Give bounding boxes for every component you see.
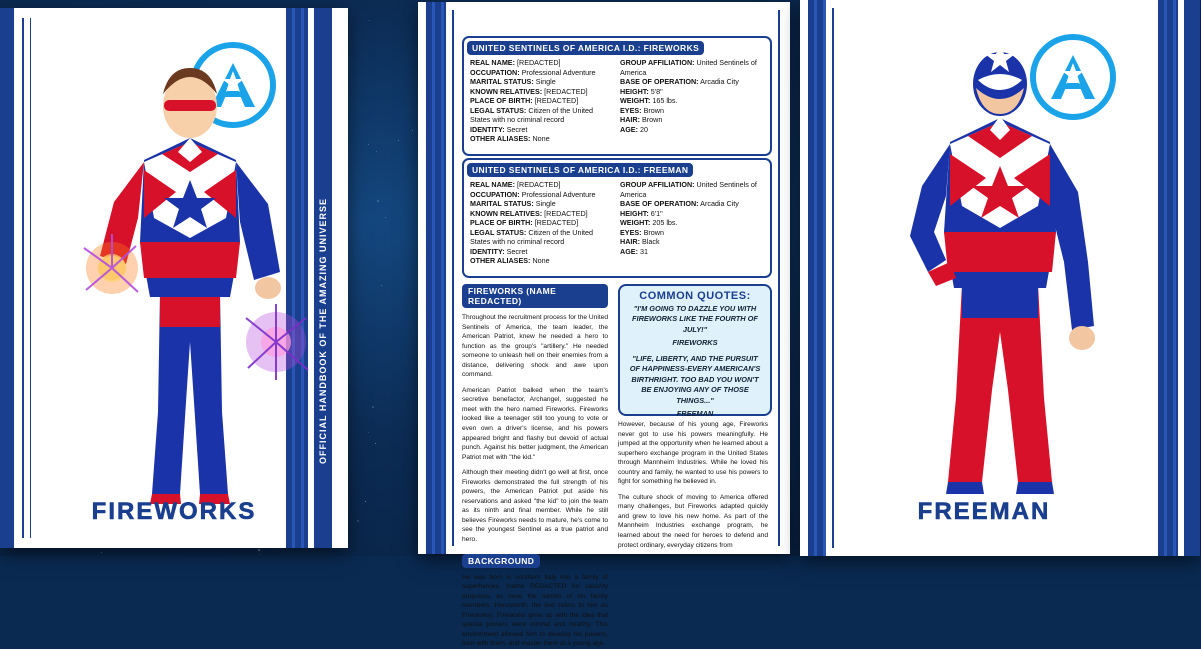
field-label: HAIR: xyxy=(620,115,640,124)
field-label: AGE: xyxy=(620,246,638,256)
quotes-heading: COMMON QUOTES: xyxy=(639,290,751,302)
left-edge-band xyxy=(0,8,14,548)
field-label: IDENTITY: xyxy=(470,124,505,134)
stat-col-right xyxy=(620,58,764,144)
field-value: [REDACTED] xyxy=(517,180,561,189)
left-character-page xyxy=(0,8,348,548)
field-label: OCCUPATION: xyxy=(470,67,520,77)
field-value: Secret xyxy=(506,246,528,256)
field-value: 31 xyxy=(639,246,648,256)
field-value: Arcadia City xyxy=(700,199,739,208)
profile-paragraph: American Patriot balked when the team's secretive benefactor, Archangel, suggested he meet with the hero named Fireworks. Fireworks looked like a teenager still too young to vote or even own a driver's license, and his powers appeared bright and flashy but devoid of actual punch. Against his better judgment, the American Patriot met with "the kid." xyxy=(462,386,608,461)
field-value: 205 lbs. xyxy=(652,218,678,227)
left-character-name: FIREWORKS xyxy=(91,498,257,525)
field-value: Brown xyxy=(643,105,664,115)
common-quotes-box xyxy=(618,284,772,416)
stat-box-freeman xyxy=(462,158,772,278)
field-value: Citizen of the United States with no criminal record xyxy=(470,105,594,124)
field-label: KNOWN RELATIVES: xyxy=(470,208,543,218)
left-inner-rule xyxy=(22,18,24,538)
stat-box-fireworks xyxy=(462,36,772,156)
field-label: OCCUPATION: xyxy=(470,189,520,199)
quote-text: "I'M GOING TO DAZZLE YOU WITH FIREWORKS LIKE THE FOURTH OF JULY!" xyxy=(632,304,758,334)
data-left-rule xyxy=(452,10,454,546)
field-label: MARITAL STATUS: xyxy=(470,199,534,208)
field-value: 6'1" xyxy=(650,208,663,218)
field-value: Single xyxy=(535,77,556,86)
field-label: HAIR: xyxy=(620,237,640,246)
field-label: KNOWN RELATIVES: xyxy=(470,86,543,96)
stat-col-left xyxy=(470,180,614,266)
field-value: Brown xyxy=(641,115,663,124)
field-label: BASE OF OPERATION: xyxy=(620,77,699,86)
firework-burst-right xyxy=(246,304,308,380)
right-page-left-rule xyxy=(832,8,834,548)
quote-text: "LIFE, LIBERTY, AND THE PURSUIT OF HAPPINESS-EVERY AMERICAN'S BIRTHRIGHT. TOO BAD YOU WON'T BE ENJOYING ANY OF THOSE THINGS..." xyxy=(629,354,761,405)
stat-col-right xyxy=(620,180,764,266)
closing-paragraph: The culture shock of moving to America offered many challenges, but Fireworks adapted quickly and grew to love his new home. As part of the Mannheim Industries exchange program, he learned about the need for heroes to defend and protect ordinary, everyday citizens from xyxy=(618,493,768,549)
field-label: REAL NAME: xyxy=(470,58,515,67)
field-label: MARITAL STATUS: xyxy=(470,77,534,86)
field-value: [REDACTED] xyxy=(534,218,579,227)
right-character-name: FREEMAN xyxy=(917,498,1051,525)
background-heading: BACKGROUND xyxy=(462,554,540,568)
spine-title: OFFICIAL HANDBOOK OF THE AMAZING UNIVERSE xyxy=(318,198,328,464)
field-value: Professional Adventure xyxy=(521,67,596,77)
profile-heading: FIREWORKS (NAME REDACTED) xyxy=(462,284,608,308)
field-label: HEIGHT: xyxy=(620,86,649,96)
field-value: United Sentinels of America xyxy=(620,180,757,199)
field-value: Single xyxy=(535,199,556,208)
closing-paragraph: However, because of his young age, Fireworks never got to use his powers meaningfully. He jumped at the opportunity when he learned about a superhero exchange program in the United States through Mannheim Industries. While he loved his country and family, he wanted to use his powers to fight for something he believed in. xyxy=(618,421,768,486)
field-value: 5'8" xyxy=(650,86,663,96)
field-value: 20 xyxy=(639,124,648,134)
right-page-left-stripe xyxy=(808,0,826,556)
data-left-stripe xyxy=(426,2,446,554)
spine-title: OFFICIAL HANDBOOK OF THE AMAZING UNIVERSE xyxy=(1142,200,1152,466)
field-label: AGE: xyxy=(620,124,638,134)
quote-attribution: FIREWORKS xyxy=(672,338,718,348)
field-label: LEGAL STATUS: xyxy=(470,105,527,115)
left-inner-rule-2 xyxy=(30,18,31,538)
field-value: United Sentinels of America xyxy=(620,58,757,77)
field-label: GROUP AFFILIATION: xyxy=(620,180,695,189)
field-label: EYES: xyxy=(620,227,642,237)
field-value: Black xyxy=(641,237,660,246)
field-label: BASE OF OPERATION: xyxy=(620,199,699,208)
field-value: Arcadia City xyxy=(700,77,739,86)
profile-column xyxy=(462,284,608,649)
data-sheet-page xyxy=(418,2,790,648)
data-right-rule xyxy=(778,10,780,546)
field-value: [REDACTED] xyxy=(544,86,588,96)
stat-box-title: UNITED SENTINELS OF AMERICA I.D.: FIREWORKS xyxy=(467,41,704,55)
background-paragraph: He was born in southern Italy into a family of superheroes, [name REDACTED for security purposes, as have the names of his family members. Henceforth, the text refers to him as Fireworks]. Fireworks grew up with the idea that special powers were normal and healthy. This environment allowed him to develop his powers, train with them, and master them at a young age. xyxy=(462,573,608,648)
stat-box-title: UNITED SENTINELS OF AMERICA I.D.: FREEMAN xyxy=(467,163,693,177)
field-value: [REDACTED] xyxy=(544,208,588,218)
field-value: Professional Adventure xyxy=(521,189,596,199)
field-label: WEIGHT: xyxy=(620,218,651,227)
fireworks-character-art xyxy=(40,42,340,512)
field-label: IDENTITY: xyxy=(470,246,505,256)
field-label: HEIGHT: xyxy=(620,208,649,218)
field-label: WEIGHT: xyxy=(620,96,651,105)
stat-col-left xyxy=(470,58,614,144)
field-label: GROUP AFFILIATION: xyxy=(620,58,695,67)
field-value: Secret xyxy=(506,124,528,134)
profile-paragraph: Although their meeting didn't go well at first, once Fireworks demonstrated the full strength of his powers, the American Patriot put aside his reservations and asked "the kid" to join the team as its ninth and final member. While he still believes Fireworks needs to mature, he's come to see the youngest Sentinel as a true patriot and hero. xyxy=(462,469,608,544)
field-label: PLACE OF BIRTH: xyxy=(470,96,533,105)
right-character-page xyxy=(800,0,1200,556)
field-label: OTHER ALIASES: xyxy=(470,256,531,265)
field-label: REAL NAME: xyxy=(470,180,515,189)
field-value: 165 lbs. xyxy=(652,96,678,105)
field-label: LEGAL STATUS: xyxy=(470,227,527,237)
field-value: None xyxy=(532,134,550,143)
profile-paragraph: Throughout the recruitment process for the United Sentinels of America, the team leader, the American Patriot, knew he needed a hero to function as the group's "artillery." He needed someone to unleash hell on their enemies from a distance, delivering shock and awe upon command. xyxy=(462,314,608,379)
field-value: Brown xyxy=(643,227,664,237)
field-value: [REDACTED] xyxy=(534,96,579,105)
field-value: None xyxy=(532,256,550,265)
right-edge-band xyxy=(1184,0,1200,556)
field-label: EYES: xyxy=(620,105,642,115)
field-label: OTHER ALIASES: xyxy=(470,134,531,143)
right-page-right-stripe xyxy=(1158,0,1178,556)
field-label: PLACE OF BIRTH: xyxy=(470,218,533,227)
freeman-character-art xyxy=(850,26,1150,506)
closing-column xyxy=(618,420,768,550)
field-value: Citizen of the United States with no criminal record xyxy=(470,227,594,246)
quote-attribution: FREEMAN xyxy=(676,408,714,418)
field-value: [REDACTED] xyxy=(517,58,561,67)
